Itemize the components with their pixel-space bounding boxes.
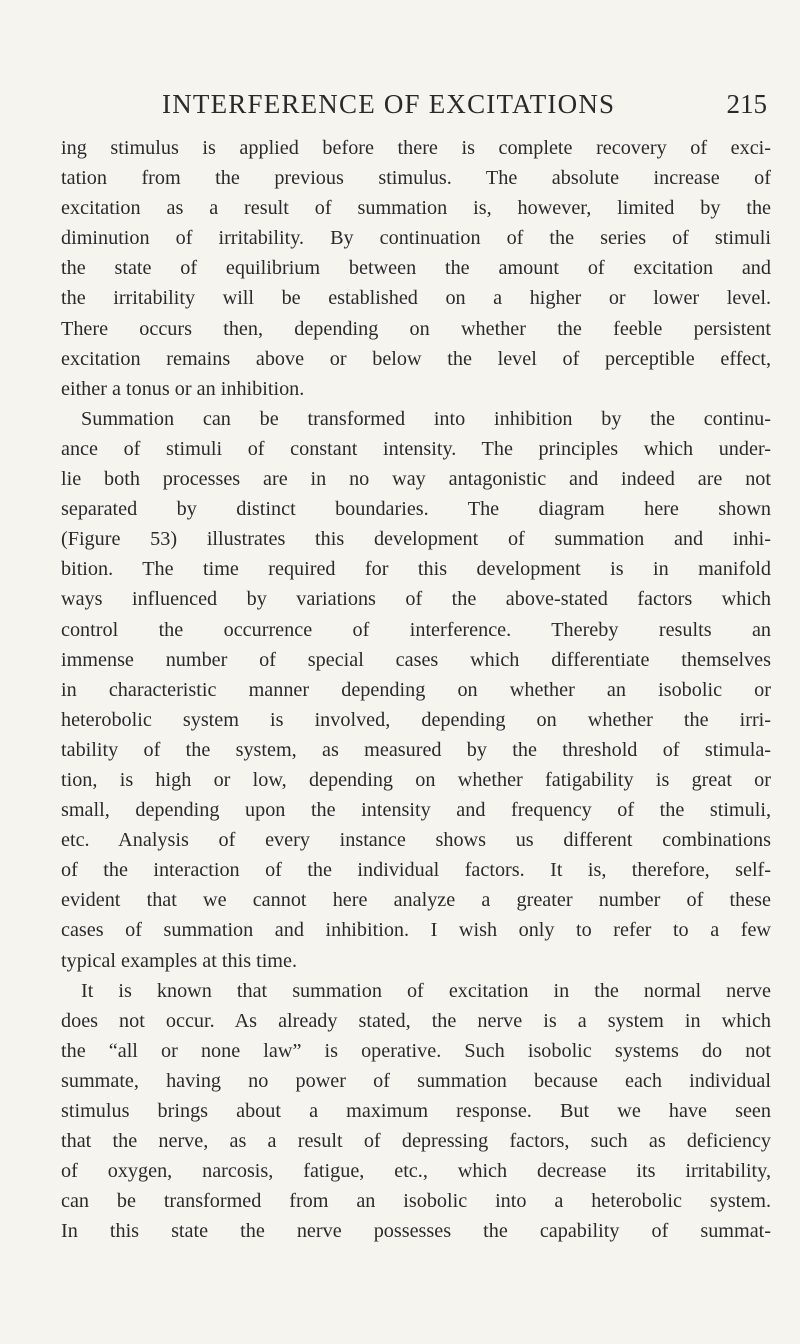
text-line: evident that we cannot here analyze a greater number of these — [61, 889, 771, 912]
text-line: separated by distinct boundaries. The diagram here shown — [61, 498, 771, 521]
text-line: tability of the system, as measured by the threshold of stimula- — [61, 738, 771, 761]
text-line: bition. The time required for this development is in manifold — [61, 558, 771, 581]
text-line: heterobolic system is involved, depending on whether the irri- — [61, 708, 771, 731]
body-text — [61, 133, 771, 1246]
text-line: lie both processes are in no way antagonistic and indeed are not — [61, 468, 771, 491]
text-line: There occurs then, depending on whether the feeble persistent — [61, 317, 771, 340]
text-line: immense number of special cases which differentiate themselves — [61, 648, 771, 671]
page-number: 215 — [726, 89, 767, 119]
running-title: INTERFERENCE OF EXCITATIONS — [162, 89, 616, 119]
text-line: either a tonus or an inhibition. — [61, 377, 305, 400]
text-line: excitation remains above or below the level of perceptible effect, — [61, 347, 771, 370]
text-line: excitation as a result of summation is, however, limited by the — [61, 197, 771, 220]
text-line: ance of stimuli of constant intensity. The principles which under- — [61, 437, 771, 460]
text-line: control the occurrence of interference. Thereby results an — [61, 618, 771, 641]
text-line: the irritability will be established on a higher or lower level. — [61, 287, 771, 310]
text-line: cases of summation and inhibition. I wish only to refer to a few — [61, 919, 771, 942]
running-head — [0, 84, 800, 124]
text-line: ing stimulus is applied before there is complete recovery of exci- — [61, 137, 771, 159]
text-line: It is known that summation of excitation in the normal nerve — [81, 979, 771, 1002]
text-line: typical examples at this time. — [61, 949, 298, 972]
text-line: in characteristic manner depending on whether an isobolic or — [61, 678, 771, 701]
text-line: that the nerve, as a result of depressing factors, such as deficiency — [61, 1130, 771, 1153]
text-line: tation from the previous stimulus. The absolute increase of — [61, 167, 771, 190]
text-line: of the interaction of the individual factors. It is, therefore, self- — [61, 859, 771, 882]
text-line: tion, is high or low, depending on whether fatigability is great or — [61, 768, 771, 791]
text-line: In this state the nerve possesses the capability of summat- — [61, 1220, 771, 1243]
text-line: does not occur. As already stated, the nerve is a system in which — [61, 1009, 771, 1032]
text-line: the “all or none law” is operative. Such isobolic systems do not — [61, 1039, 771, 1062]
text-line: diminution of irritability. By continuation of the series of stimuli — [61, 227, 771, 250]
text-line: of oxygen, narcosis, fatigue, etc., which decrease its irritability, — [61, 1160, 771, 1183]
text-line: summate, having no power of summation because each individual — [61, 1069, 771, 1092]
text-line: Summation can be transformed into inhibition by the continu- — [81, 407, 771, 430]
text-line: (Figure 53) illustrates this development of summation and inhi- — [61, 528, 771, 551]
text-line: small, depending upon the intensity and frequency of the stimuli, — [61, 799, 771, 822]
text-line: stimulus brings about a maximum response. But we have seen — [61, 1100, 771, 1122]
text-line: ways influenced by variations of the above-stated factors which — [61, 588, 771, 611]
text-line: the state of equilibrium between the amount of excitation and — [61, 257, 771, 280]
text-line: can be transformed from an isobolic into a heterobolic system. — [61, 1190, 771, 1213]
text-line: etc. Analysis of every instance shows us different combinations — [61, 829, 771, 852]
